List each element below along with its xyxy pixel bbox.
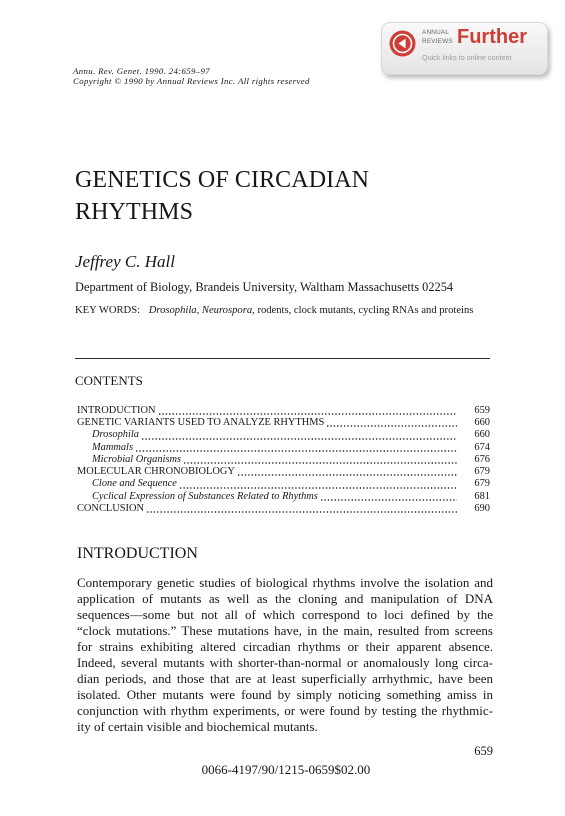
toc-subentry xyxy=(77,454,490,466)
toc-entry xyxy=(77,466,490,478)
paragraph-line: sequences—some but not all of which correspond to loci defined by the xyxy=(77,606,493,622)
introduction-heading: INTRODUCTION xyxy=(77,545,198,562)
keywords-line xyxy=(75,304,473,317)
article-code: 0066-4197/90/1215-0659$02.00 xyxy=(201,762,371,778)
toc-entry-label: Clone and Sequence xyxy=(92,478,177,490)
toc-leader xyxy=(135,442,457,454)
toc-leader xyxy=(141,429,457,441)
toc-entry-page: 676 xyxy=(474,453,490,465)
further-online-badge[interactable] xyxy=(381,22,548,75)
toc-entry-page: 679 xyxy=(474,466,490,478)
author-name: Jeffrey C. Hall xyxy=(75,252,175,271)
contents-heading: CONTENTS xyxy=(75,373,143,388)
toc-entry-label: GENETIC VARIANTS USED TO ANALYZE RHYTHMS xyxy=(77,417,325,429)
paragraph-line: Indeed, several mutants with shorter-than-normal or anomalously long circa- xyxy=(77,654,493,670)
annual-reviews-logo-icon xyxy=(389,30,416,57)
page-number: 659 xyxy=(474,744,493,758)
toc-leader xyxy=(158,405,458,417)
keywords-label: KEY WORDS: xyxy=(75,305,141,316)
article-title xyxy=(75,164,369,228)
paragraph-line: dian periods, and those that are at least superficially arrhythmic, have been xyxy=(77,671,493,687)
paragraph-line: for strains exhibiting altered circadian rhythms or their apparent absence. xyxy=(77,638,493,654)
badge-annual-label: ANNUAL xyxy=(422,29,450,36)
toc-entry-label: CONCLUSION xyxy=(77,502,144,514)
toc-subentry xyxy=(77,478,490,490)
paragraph-line: conjunction with rhythm experiments, or were found by testing the rhythmic- xyxy=(77,703,493,719)
section-divider xyxy=(75,358,490,359)
toc-entry-label: Cyclical Expression of Substances Related to Rhythms xyxy=(92,490,318,502)
article-title-line: GENETICS OF CIRCADIAN xyxy=(75,167,370,193)
toc-entry-label: Mammals xyxy=(92,441,133,453)
toc-entry-page: 690 xyxy=(474,502,490,514)
toc-entry-page: 681 xyxy=(474,490,490,502)
toc-entry-page: 674 xyxy=(474,441,490,453)
journal-citation: Annu. Rev. Genet. 1990. 24:659–97 xyxy=(73,65,210,76)
author-affiliation: Department of Biology, Brandeis University, Waltham Massachusetts 02254 xyxy=(75,279,454,294)
article-title-line: RHYTHMS xyxy=(75,199,194,225)
copyright-notice: Copyright © 1990 by Annual Reviews Inc. All rights reserved xyxy=(73,75,310,86)
toc-entry xyxy=(77,405,490,417)
toc-entry-label: MOLECULAR CHRONOBIOLOGY xyxy=(77,466,235,478)
toc-entry-label: Drosophila xyxy=(92,429,139,441)
paragraph-line: Contemporary genetic studies of biological rhythms involve the isolation and xyxy=(77,574,493,590)
toc-entry-page: 679 xyxy=(474,478,490,490)
toc-entry-label: INTRODUCTION xyxy=(77,404,156,416)
paragraph-line: “clock mutations.” These mutations have, in the main, resulted from screens xyxy=(77,622,493,638)
toc-entry-label: Microbial Organisms xyxy=(92,453,181,465)
keyword-terms: rodents, clock mutants, cycling RNAs and proteins xyxy=(257,305,474,316)
citation-block xyxy=(73,66,310,86)
badge-tagline: Quick links to online content xyxy=(422,52,512,62)
toc-leader xyxy=(179,478,457,490)
toc-entry-page: 659 xyxy=(474,404,490,416)
paragraph-line: isolated. Other mutants were found by simply noticing something amiss in xyxy=(77,687,493,703)
toc-leader xyxy=(320,491,457,503)
badge-reviews-label: REVIEWS xyxy=(422,37,453,45)
toc-entry xyxy=(77,503,490,515)
toc-subentry xyxy=(77,491,490,503)
badge-further-label: Further xyxy=(457,26,527,48)
toc-leader xyxy=(237,466,457,478)
keyword-italic-term: Drosophila, xyxy=(148,305,200,316)
introduction-paragraph xyxy=(77,575,493,736)
paragraph-line: application of mutants as well as the cloning and manipulation of DNA xyxy=(77,590,493,606)
toc-leader xyxy=(183,454,457,466)
paragraph-line: ity of certain visible and biochemical mutants. xyxy=(77,719,318,735)
toc-subentry xyxy=(77,429,490,441)
toc-entry-page: 660 xyxy=(474,417,490,429)
toc-leader xyxy=(326,417,457,429)
toc-subentry xyxy=(77,442,490,454)
keyword-italic-term: Neurospora, xyxy=(201,305,255,316)
toc-leader xyxy=(146,503,457,515)
table-of-contents xyxy=(77,405,490,515)
toc-entry xyxy=(77,417,490,429)
toc-entry-page: 660 xyxy=(474,429,490,441)
